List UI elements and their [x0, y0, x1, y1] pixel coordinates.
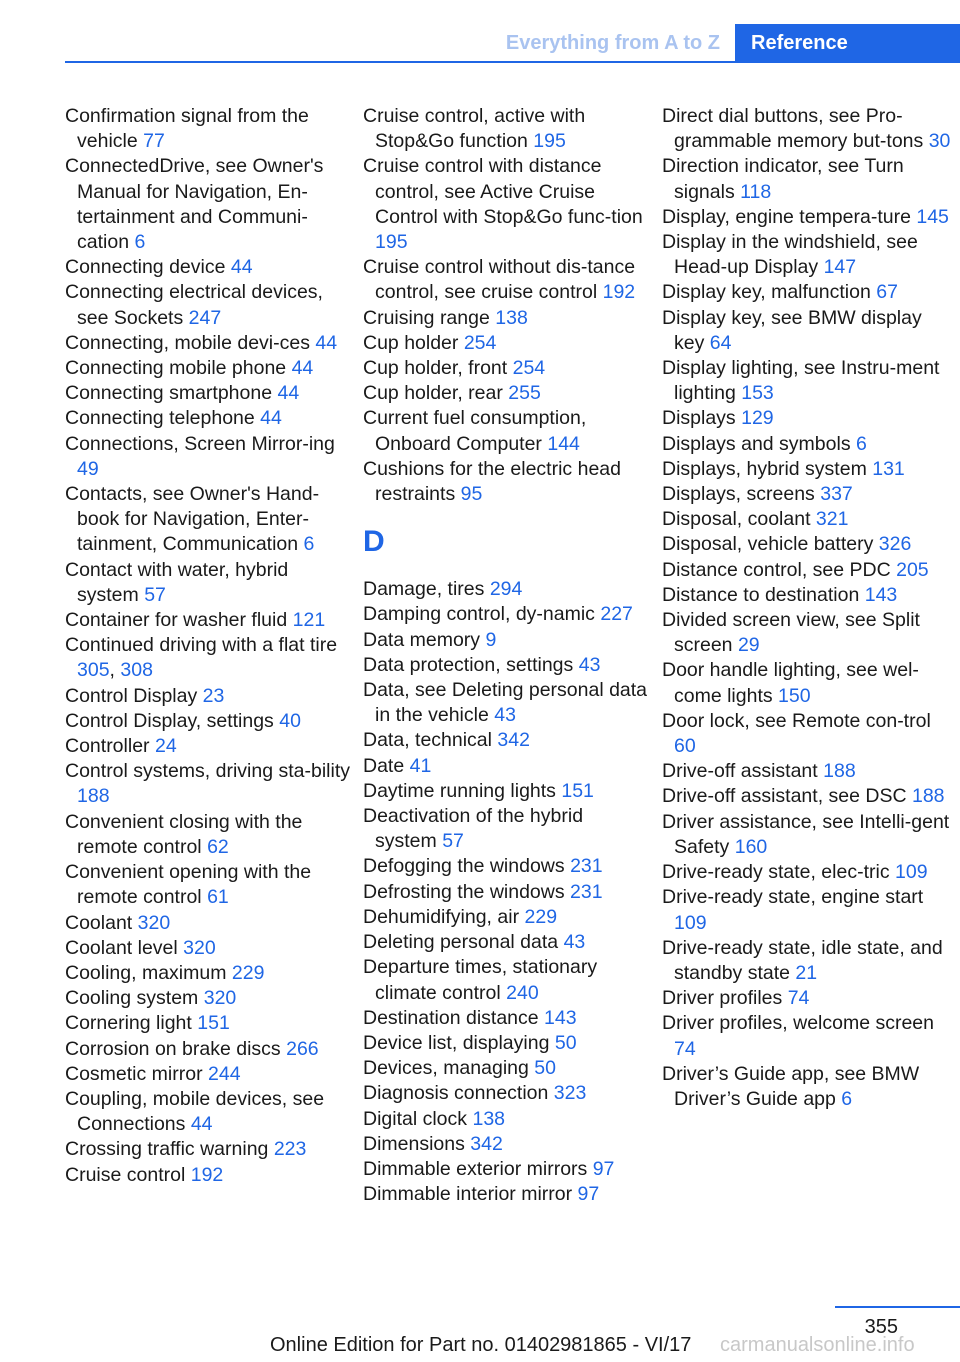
index-entry [662, 885, 952, 935]
index-entry [662, 810, 952, 860]
page-reference-link[interactable]: 41 [409, 754, 432, 777]
page-reference-link[interactable]: 153 [741, 382, 774, 405]
index-letter-heading: D [363, 525, 385, 559]
index-entry [65, 280, 350, 330]
index-entry-term: Control Display, settings [65, 709, 274, 732]
page-reference-link[interactable]: 74 [787, 987, 810, 1010]
index-entry-term: Direction indicator, see Turn signals [662, 155, 904, 203]
index-entry [363, 854, 648, 879]
index-entry [65, 406, 350, 431]
index-entry [662, 507, 952, 532]
page-reference-link[interactable]: 294 [489, 578, 523, 601]
page-reference-link[interactable]: 40 [279, 709, 301, 732]
index-entry-term: Data protection, settings [363, 653, 574, 676]
page-reference-link[interactable]: 44 [315, 331, 338, 354]
index-entry [662, 356, 952, 406]
index-entry [662, 532, 952, 557]
watermark: carmanualsonline.info [720, 1334, 915, 1356]
page-reference-link[interactable]: 266 [286, 1037, 319, 1060]
index-entry-term: Drive-off assistant, see DSC [662, 785, 907, 808]
index-entry [65, 961, 350, 986]
index-entry [65, 1062, 350, 1087]
page-reference-link[interactable]: 308 [120, 659, 153, 682]
index-entry [65, 608, 350, 633]
index-entry-term: Cushions for the electric head restraints [363, 457, 621, 506]
page-reference-link[interactable]: 29 [737, 634, 760, 657]
index-entry [363, 1182, 648, 1207]
page-reference-link[interactable]: 320 [203, 987, 237, 1010]
index-entry [363, 406, 648, 456]
page-reference-link[interactable]: 143 [544, 1006, 577, 1029]
index-entry-term: Coupling, mobile devices, see Connections [65, 1087, 325, 1136]
index-entry-term: Cup holder [363, 331, 459, 354]
index-entry-term: Connecting, mobile devi-ces [65, 331, 310, 354]
index-entry-term: Device list, displaying [363, 1031, 550, 1054]
index-entry [662, 306, 952, 356]
page-reference-link[interactable]: 6 [134, 231, 146, 254]
page-reference-link[interactable]: 131 [872, 457, 905, 480]
index-entry [662, 1062, 952, 1112]
index-entry-term: Cup holder, rear [363, 382, 503, 405]
index-entry-term: Door handle lighting, see wel-come lights [662, 659, 919, 707]
index-entry [65, 558, 350, 608]
index-entry [65, 104, 350, 154]
index-entry [65, 759, 350, 809]
page-reference-link[interactable]: 143 [864, 583, 898, 606]
index-entry [65, 860, 350, 910]
index-entry [65, 1087, 350, 1137]
index-entry-term: Control systems, driving sta-bility [65, 760, 350, 783]
page-reference-link[interactable]: 144 [547, 432, 580, 455]
header-rule [65, 61, 960, 63]
index-entry [65, 1037, 350, 1062]
index-entry [662, 1011, 952, 1061]
index-entry-term: Displays [662, 407, 736, 430]
index-entry [363, 306, 648, 331]
index-entry [363, 754, 648, 779]
index-entry-term: Cooling, maximum [65, 961, 227, 984]
page-reference-link[interactable]: 62 [207, 835, 229, 858]
index-entry [363, 1081, 648, 1106]
index-entry [662, 936, 952, 986]
page-reference-link[interactable]: 43 [563, 931, 586, 954]
index-entry [662, 406, 952, 431]
index-column-1 [65, 104, 350, 1188]
index-entry-term: Connecting mobile phone [65, 357, 287, 380]
index-entry-term: Corrosion on brake discs [65, 1037, 281, 1060]
page-reference-link[interactable]: 44 [291, 357, 314, 380]
index-entry-term: Driver’s Guide app, see BMW Driver’s Guide app [662, 1062, 920, 1110]
index-entry [65, 154, 350, 255]
index-entry-term: Damage, tires [363, 578, 485, 601]
page-reference-link[interactable]: 44 [277, 382, 300, 405]
index-entry-term: Departure times, stationary climate control [363, 956, 598, 1004]
index-entry-term: Deactivation of the hybrid system [363, 805, 584, 853]
page-reference-link[interactable]: 145 [916, 205, 949, 228]
page-reference-link[interactable]: 77 [143, 130, 165, 153]
index-entry-term: Defogging the windows [363, 855, 565, 878]
index-entry-term: Digital clock [363, 1107, 468, 1130]
index-entry-term: Current fuel consumption, Onboard Computer [363, 407, 587, 455]
index-entry-term: Direct dial buttons, see Pro-grammable memory but-tons [662, 105, 924, 153]
page-reference-link[interactable]: 188 [911, 785, 945, 808]
index-entry [662, 104, 952, 154]
page-reference-link[interactable]: 240 [506, 981, 539, 1004]
page-reference-link[interactable]: 97 [592, 1157, 615, 1180]
index-entry-term: Daytime running lights [363, 779, 556, 802]
index-entry [662, 154, 952, 204]
header-section-title: Everything from A to Z [505, 32, 720, 54]
index-entry-term: Driver profiles [662, 987, 783, 1010]
page-reference-link[interactable]: 323 [553, 1082, 587, 1105]
index-entry-term: Disposal, vehicle battery [662, 533, 874, 556]
page-reference-link[interactable]: 138 [495, 306, 528, 329]
page-reference-link[interactable]: 121 [292, 609, 326, 632]
page-reference-link[interactable]: 244 [208, 1062, 241, 1085]
index-entry-term: Convenient opening with the remote control [65, 861, 312, 909]
index-entry [65, 255, 350, 280]
index-entry [363, 804, 648, 854]
index-entry [65, 911, 350, 936]
index-entry-term: Driver profiles, welcome screen [662, 1012, 935, 1035]
index-entry-term: Connecting device [65, 256, 226, 279]
index-entry [363, 255, 648, 305]
page-reference-link[interactable]: 64 [709, 331, 732, 354]
index-entry-term: Devices, managing [363, 1057, 529, 1080]
index-entry [65, 709, 350, 734]
index-entry-term: Displays, screens [662, 483, 815, 506]
index-column-3 [662, 104, 952, 1112]
page-reference-link[interactable]: 231 [570, 855, 603, 878]
page-reference-link[interactable]: 50 [554, 1031, 577, 1054]
index-entry-term: Connecting telephone [65, 407, 255, 430]
index-entry-term: Display, engine tempera-ture [662, 205, 911, 228]
index-column-2 [363, 104, 648, 1207]
index-entry [65, 331, 350, 356]
index-entry [662, 583, 952, 608]
page-number: 355 [864, 1316, 898, 1338]
page-reference-link[interactable]: 192 [190, 1163, 224, 1186]
index-entry [363, 1107, 648, 1132]
index-entry-term: Contact with water, hybrid system [65, 558, 289, 606]
index-entry [363, 1132, 648, 1157]
page-reference-link[interactable]: 9 [485, 628, 497, 651]
page-reference-link[interactable]: 61 [207, 886, 229, 909]
index-entry-term: Displays and symbols [662, 432, 851, 455]
index-entry-term: Data, see Deleting personal data in the vehicle [363, 679, 648, 727]
index-entry-term: Dehumidifying, air [363, 905, 520, 928]
index-entry-term: Display lighting, see Instru-ment lighting [662, 357, 940, 405]
index-entry [662, 280, 952, 305]
page-reference-link[interactable]: 342 [470, 1132, 503, 1155]
page-reference-link[interactable]: 95 [460, 483, 483, 506]
page-reference-link[interactable]: 60 [674, 735, 696, 758]
page-reference-link[interactable]: 43 [578, 653, 601, 676]
index-entry-term: Diagnosis connection [363, 1082, 549, 1105]
index-entry-term: Cooling system [65, 987, 199, 1010]
index-entry [65, 356, 350, 381]
page-reference-link[interactable]: 147 [823, 256, 857, 279]
page-reference-link[interactable]: 151 [197, 1012, 230, 1035]
page-reference-link[interactable]: 44 [230, 256, 253, 279]
index-entry-term: Drive-ready state, elec-tric [662, 861, 890, 884]
index-entry [65, 1011, 350, 1036]
index-entry [363, 331, 648, 356]
page-reference-link[interactable]: 138 [472, 1107, 506, 1130]
index-entry [363, 457, 648, 507]
index-entry [65, 936, 350, 961]
index-entry-term: Display key, malfunction [662, 281, 871, 304]
index-entry [363, 1031, 648, 1056]
index-entry-term: Distance to destination [662, 583, 860, 606]
index-entry-term: Disposal, coolant [662, 508, 811, 531]
index-entry-term: Cornering light [65, 1012, 192, 1035]
index-entry [363, 1157, 648, 1182]
index-entry [363, 779, 648, 804]
page-reference-link[interactable]: 74 [674, 1037, 696, 1060]
page-reference-link[interactable]: 57 [144, 583, 166, 606]
page-reference-link[interactable]: 231 [570, 880, 603, 903]
index-entry [363, 905, 648, 930]
page-reference-link[interactable]: 229 [231, 961, 265, 984]
index-entry-term: Dimmable interior mirror [363, 1183, 573, 1206]
footer-rule [835, 1306, 960, 1308]
index-entry-term: Display key, see BMW display key [662, 306, 922, 354]
index-entry-term: Container for washer fluid [65, 609, 288, 632]
index-entry-term: Connecting smartphone [65, 382, 273, 405]
page-reference-link[interactable]: 188 [823, 760, 856, 783]
page-reference-link[interactable]: 247 [188, 306, 222, 329]
header-tab-reference[interactable]: Reference [735, 24, 960, 62]
index-entry [65, 986, 350, 1011]
index-entry: Continued driving with a flat tire 305, 308 [65, 634, 338, 682]
index-entry [662, 230, 952, 280]
index-entry-term: Cup holder, front [363, 357, 508, 380]
page-reference-link[interactable]: 227 [600, 603, 633, 626]
index-entry-term: Defrosting the windows [363, 880, 565, 903]
index-entry-term: Data, technical [363, 729, 492, 752]
index-entry-term: Cruise control, active with Stop&Go function [363, 105, 586, 153]
page-reference-link[interactable]: 23 [202, 684, 225, 707]
index-entry-term: Continued driving with a flat tire [65, 634, 338, 657]
page-reference-link[interactable]: 160 [734, 835, 768, 858]
index-entry-term: Control Display [65, 684, 198, 707]
page-reference-link[interactable]: 21 [795, 961, 818, 984]
index-entry-term: Damping control, dy-namic [363, 603, 595, 626]
index-entry [363, 728, 648, 753]
page-reference-link[interactable]: 118 [740, 180, 772, 203]
page-reference-link[interactable]: 97 [577, 1183, 600, 1206]
index-entry [662, 860, 952, 885]
index-entry [363, 930, 648, 955]
index-entry [65, 432, 350, 482]
index-entry-term: Drive-off assistant [662, 760, 818, 783]
index-entry-term: Displays, hybrid system [662, 457, 867, 480]
index-entry-term: Distance control, see PDC [662, 558, 891, 581]
index-entry-term: Contacts, see Owner's Hand-book for Navigation, Enter-tainment, Communication [65, 483, 320, 556]
page-reference-link[interactable]: 44 [190, 1113, 213, 1136]
index-entry-term: Drive-ready state, idle state, and standby state [662, 936, 943, 984]
page-reference-link[interactable]: 151 [561, 779, 594, 802]
index-entry [65, 684, 350, 709]
index-entry-term: Confirmation signal from the vehicle [65, 105, 309, 153]
page-reference-link[interactable]: 321 [815, 508, 849, 531]
page-reference-link[interactable]: 337 [820, 483, 853, 506]
index-entry [363, 880, 648, 905]
page-reference-link[interactable]: 67 [876, 281, 898, 304]
page-reference-link[interactable]: 49 [77, 457, 99, 480]
index-entry [363, 154, 648, 255]
page-reference-link[interactable]: 195 [375, 231, 408, 254]
page-reference-link[interactable]: 255 [508, 382, 541, 405]
index-entry [662, 482, 952, 507]
index-entry [363, 955, 648, 1005]
index-entry [662, 432, 952, 457]
page-reference-link[interactable]: 326 [878, 533, 912, 556]
index-entry-term: Dimmable exterior mirrors [363, 1157, 588, 1180]
index-entry-term: Cruise control with distance control, see Active Cruise Control with Stop&Go func-tion [363, 155, 643, 228]
page-reference-link[interactable]: 195 [533, 130, 566, 153]
edition-note: Online Edition for Part no. 01402981865 - VI/17 [270, 1334, 692, 1356]
page-reference-link[interactable]: 320 [183, 936, 216, 959]
index-entry [363, 577, 648, 602]
page-reference-link[interactable]: 305 [77, 659, 110, 682]
index-entry [662, 709, 952, 759]
index-entry-term: Controller [65, 735, 150, 758]
page-reference-link[interactable]: 342 [497, 729, 530, 752]
index-entry [662, 608, 952, 658]
index-entry [363, 653, 648, 678]
index-entry-term: Connecting electrical devices, see Sockets [65, 281, 323, 329]
page-reference-link[interactable]: 254 [463, 331, 497, 354]
index-entry [65, 810, 350, 860]
page-reference-link[interactable]: 320 [137, 911, 171, 934]
page-reference-link[interactable]: 44 [260, 407, 282, 430]
index-entry [662, 759, 952, 784]
index-entry-term: Cruising range [363, 306, 490, 329]
index-entry [363, 381, 648, 406]
page-reference-link[interactable]: 57 [442, 830, 464, 853]
page-reference-link[interactable]: 30 [928, 130, 951, 153]
index-entry-term: Coolant [65, 911, 133, 934]
index-entry [363, 104, 648, 154]
page-reference-link[interactable]: 150 [778, 684, 811, 707]
index-entry [363, 1056, 648, 1081]
page-reference-link[interactable]: 223 [273, 1138, 307, 1161]
index-entry-term: Display in the windshield, see Head-up Display [662, 231, 918, 279]
index-entry-term: Cruise control without dis-tance control, see cruise control [363, 256, 636, 304]
index-entry [662, 457, 952, 482]
index-entry-term: Convenient closing with the remote control [65, 810, 303, 858]
page-reference-link[interactable]: 109 [674, 911, 707, 934]
index-entry [363, 602, 648, 627]
index-entry [65, 482, 350, 558]
page-reference-link[interactable]: 24 [154, 735, 177, 758]
index-entry-term: Divided screen view, see Split screen [662, 609, 920, 657]
index-entry [662, 986, 952, 1011]
index-entry [662, 558, 952, 583]
page-reference-link[interactable]: 6 [856, 432, 867, 455]
index-entry [662, 658, 952, 708]
page-reference-link[interactable]: 43 [494, 704, 516, 727]
index-entry [363, 356, 648, 381]
index-entry [363, 1006, 648, 1031]
index-entry-term: Date [363, 754, 405, 777]
index-entry-term: Data memory [363, 628, 481, 651]
page-reference-link[interactable]: 129 [741, 407, 774, 430]
index-entry-term: Coolant level [65, 936, 178, 959]
page-reference-link[interactable]: 229 [524, 905, 558, 928]
index-entry [363, 678, 648, 728]
page-reference-link[interactable]: 192 [602, 281, 636, 304]
index-entry-term: Drive-ready state, engine start [662, 886, 924, 909]
page-reference-link[interactable]: 254 [512, 357, 546, 380]
index-entry-term: Connections, Screen Mirror-ing [65, 432, 335, 455]
index-entry [662, 784, 952, 809]
index-entry-term: Deleting personal data [363, 931, 559, 954]
index-entry [65, 1163, 350, 1188]
index-entry-term: Door lock, see Remote con-trol [662, 709, 931, 732]
index-entry-term: Cruise control [65, 1163, 186, 1186]
index-entry [65, 381, 350, 406]
page-reference-link[interactable]: 188 [77, 785, 110, 808]
index-entry-term: ConnectedDrive, see Owner's Manual for Navigation, En-tertainment and Communi-cation [65, 155, 324, 254]
index-entry-term: Crossing traffic warning [65, 1138, 269, 1161]
index-entry-term: Destination distance [363, 1006, 539, 1029]
page-reference-link[interactable]: 205 [896, 558, 929, 581]
page-reference-link[interactable]: 6 [841, 1087, 853, 1110]
page-reference-link[interactable]: 109 [895, 861, 928, 884]
index-entry [65, 734, 350, 759]
index-entry [662, 205, 952, 230]
page-reference-link[interactable]: 6 [303, 533, 315, 556]
index-entry-term: Driver assistance, see Intelli-gent Safety [662, 810, 950, 858]
index-entry-term: Dimensions [363, 1132, 465, 1155]
page-reference-link[interactable]: 50 [534, 1057, 556, 1080]
index-entry [65, 1137, 350, 1162]
index-entry-term: Cosmetic mirror [65, 1062, 203, 1085]
index-entry [363, 628, 648, 653]
